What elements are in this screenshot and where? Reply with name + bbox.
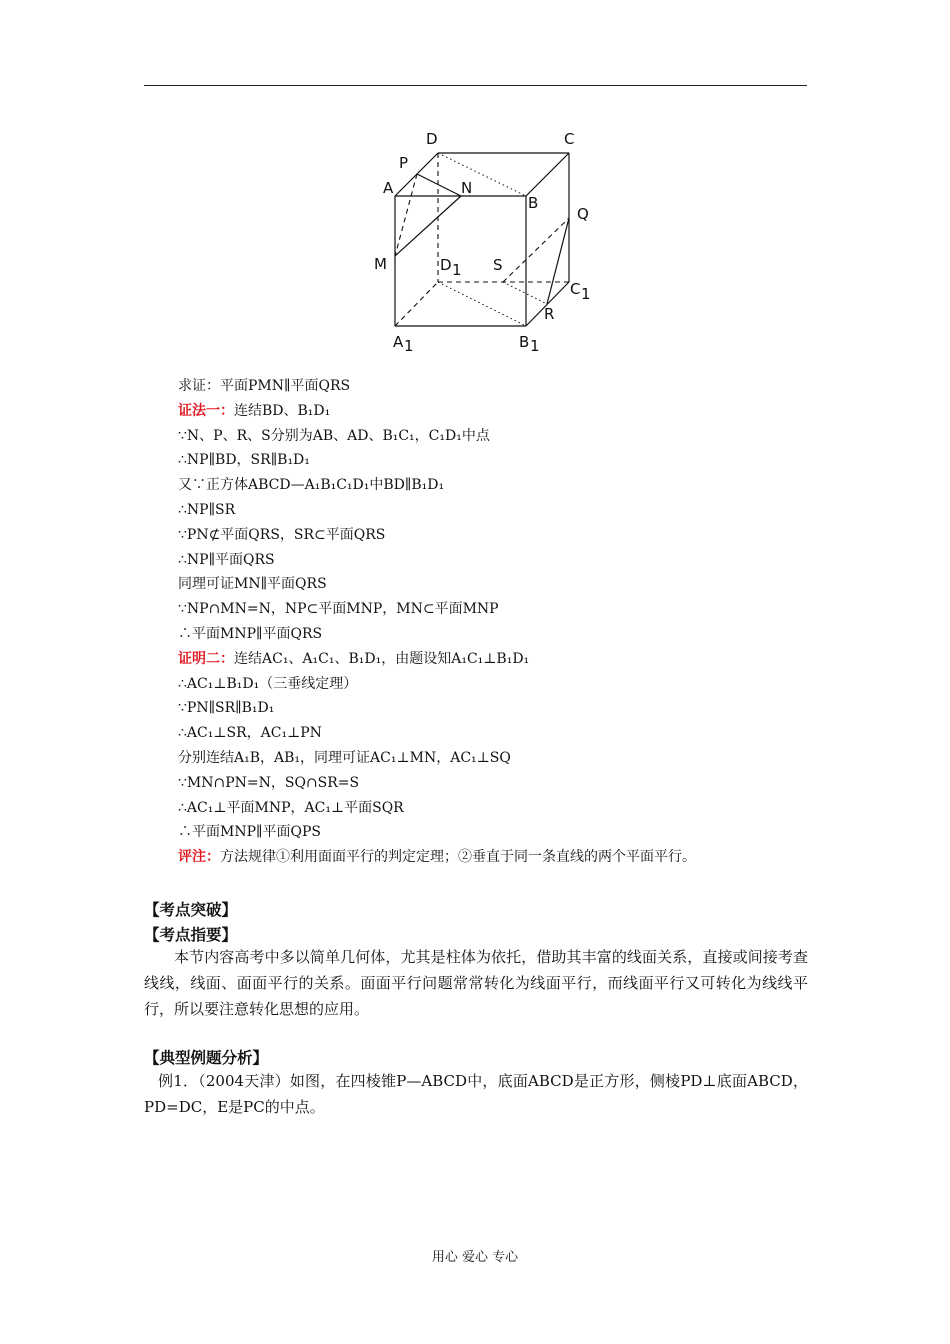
- label-C: C: [564, 130, 575, 148]
- example-1-paragraph: 例1．（2004天津）如图，在四棱锥P—ABCD中，底面ABCD是正方形，侧棱PD⊥底面ABCD，PD=DC，E是PC的中点。: [144, 1072, 808, 1116]
- proof-line: [178, 845, 818, 870]
- label-M: M: [374, 255, 387, 273]
- label-D1: D: [440, 256, 452, 274]
- proof-line: ∵MN∩PN=N，SQ∩SR=S: [178, 774, 360, 791]
- section-title-breakthrough: 【考点突破】: [144, 901, 238, 919]
- label-B1-sub: 1: [530, 337, 540, 354]
- label-C1: C: [570, 280, 581, 298]
- line-PN: [417, 174, 461, 196]
- proof-line: ∴平面MNP∥平面QPS: [178, 824, 321, 841]
- proof-line: ∵PN∥SR∥B₁D₁: [178, 700, 275, 717]
- proof-method-1-title: 证法一：: [178, 402, 234, 419]
- key-points-paragraph: 本节内容高考中多以简单几何体，尤其是柱体为依托，借助其丰富的线面关系，直接或间接考查线线，线面、面面平行的关系。面面平行问题常常转化为线面平行，而线面平行又可转化为线线平行，所以要注意转化思想的应用。: [144, 948, 808, 1018]
- proof-line: ∴AC₁⊥B₁D₁（三垂线定理）: [178, 675, 358, 692]
- page-footer: 用心 爱心 专心: [431, 1250, 519, 1265]
- proof-line-text: 方法规律①利用面面平行的判定定理；②垂直于同一条直线的两个平面平行。: [220, 849, 696, 866]
- header-rule: [144, 85, 807, 86]
- proof-line: 又∵正方体ABCD—A₁B₁C₁D₁中BD∥B₁D₁: [178, 477, 445, 494]
- line-MN: [395, 196, 461, 256]
- cube-diagram: [362, 122, 602, 354]
- proof-line-text: 连结BD、B₁D₁: [234, 402, 331, 419]
- label-D: D: [426, 130, 438, 148]
- proof-line: ∴平面MNP∥平面QRS: [178, 625, 323, 642]
- label-D1-sub: 1: [452, 261, 462, 279]
- proof-line: [178, 647, 818, 672]
- edge-BC: [526, 153, 569, 196]
- proof-line: ∴AC₁⊥平面MNP，AC₁⊥平面SQR: [178, 799, 404, 816]
- proof-line: ∴AC₁⊥SR，AC₁⊥PN: [178, 725, 322, 742]
- label-Q: Q: [577, 205, 589, 223]
- proof-line: [178, 399, 818, 424]
- label-R: R: [544, 305, 555, 323]
- proof-method-2-title: 证明二：: [178, 650, 234, 667]
- proof-line: ∴NP∥BD，SR∥B₁D₁: [178, 452, 310, 469]
- label-P: P: [399, 154, 409, 172]
- proof-block: [178, 374, 818, 870]
- proof-line: ∵PN⊄平面QRS，SR⊂平面QRS: [178, 526, 386, 543]
- proof-line: 求证：平面PMN∥平面QRS: [178, 378, 351, 394]
- label-A1: A: [393, 333, 404, 351]
- line-SQ: [503, 218, 569, 282]
- label-C1-sub: 1: [581, 285, 591, 303]
- label-B: B: [528, 194, 539, 212]
- proof-line: 同理可证MN∥平面QRS: [178, 576, 327, 593]
- proof-line: ∵NP∩MN=N，NP⊂平面MNP，MN⊂平面MNP: [178, 601, 499, 618]
- proof-line: ∵N、P、R、S分别为AB、AD、B₁C₁，C₁D₁中点: [178, 427, 490, 444]
- line-PM: [395, 174, 417, 256]
- proof-comment-title: 评注：: [178, 849, 220, 866]
- label-A1-sub: 1: [404, 337, 414, 354]
- cube-figure: [362, 122, 602, 354]
- label-A: A: [383, 179, 394, 197]
- section-subtitle-key-points: 【考点指要】: [144, 926, 238, 944]
- line-DB: [438, 153, 526, 196]
- line-RQ: [547, 218, 569, 304]
- line-SR: [503, 282, 547, 304]
- proof-line: ∴NP∥SR: [178, 501, 236, 518]
- proof-line: ∴NP∥平面QRS: [178, 551, 275, 568]
- label-N: N: [461, 179, 473, 197]
- edge-A1D1: [395, 282, 438, 326]
- proof-line: 分别连结A₁B，AB₁，同理可证AC₁⊥MN，AC₁⊥SQ: [178, 749, 511, 766]
- section-title-examples: 【典型例题分析】: [144, 1049, 269, 1067]
- label-S: S: [493, 256, 503, 274]
- proof-line-text: 连结AC₁、A₁C₁、B₁D₁，由题设知A₁C₁⊥B₁D₁: [234, 650, 530, 667]
- line-D1B1: [438, 282, 526, 326]
- label-B1: B: [519, 333, 530, 351]
